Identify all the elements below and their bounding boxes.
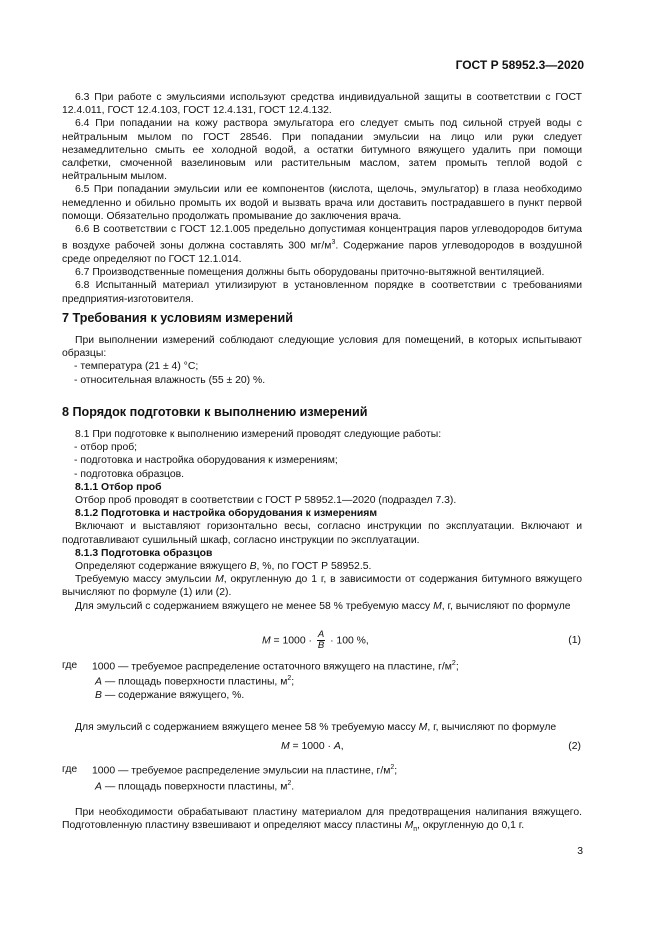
legend-1-line-2: А — площадь поверхности пластины, $м^2$; <box>95 675 295 688</box>
section-7-intro: При выполнении измерений соблюдают следующие условия для помещений, в которых испытывают образцы: <box>62 335 582 360</box>
section-7-body <box>62 334 582 387</box>
formula-1-number: (1) <box>568 635 581 646</box>
page-number: 3 <box>577 846 583 857</box>
section-8-intro: 8.1 При подготовке к выполнению измерений проводят следующие работы: <box>75 429 442 440</box>
paragraph-6-6: 6.6 В соответствии с ГОСТ 12.1.005 предельно допустимая концентрация паров углеводородов битума в воздухе рабочей зоны должна составлять 300 $мг/м^3$. Содержание паров углеводородов в воздушной среде определяют по ГОСТ 12.1.014. <box>62 224 582 265</box>
subsection-8-1-3-mass: Требуемую массу эмульсии М, округленную до 1 г, в зависимости от содержания битумного вяжущего вычисляют по формуле (1) или (2). <box>62 574 582 599</box>
legend-1-where: где <box>62 660 78 671</box>
paragraph-6-8: 6.8 Испытанный материал утилизируют в установленном порядке в соответствии с требованиями предприятия-изготовителя. <box>62 280 582 305</box>
subsection-8-1-3-title: 8.1.3 Подготовка образцов <box>75 547 213 559</box>
subsection-8-1-3-binder: Определяют содержание вяжущего В, %, по ГОСТ Р 58952.5. <box>75 561 372 573</box>
formula-1: М = 1000 · $\frac{А}{В}$ · 100 %, <box>262 629 369 651</box>
section-7-item: - температура (21 ± 4) °С; <box>74 361 199 373</box>
subsection-8-1-3-ge58: Для эмульсий с содержанием вяжущего не менее 58 % требуемую массу М, г, вычисляют по формуле <box>75 600 571 612</box>
subsection-8-1-1-text: Отбор проб проводят в соответствии с ГОСТ Р 58952.1—2020 (подраздел 7.3). <box>75 495 457 507</box>
subsection-8-1-1-title: 8.1.1 Отбор проб <box>75 481 162 493</box>
subsection-8-1-2-text: Включают и выставляют горизонтально весы, согласно инструкции по эксплуатации. Включают и подготавливают сушильный шкаф, согласно инструкции по эксплуатации. <box>62 521 582 546</box>
paragraph-6-4: 6.4 При попадании на кожу раствора эмульгатора его следует смыть под сильной струей воды с нейтральным мылом по ГОСТ 28546. При попадании эмульсии на лицо или руки следует незамедлительно смыть ее холодной водой, а остатки битумного вяжущего удалить при помощи салфетки, смоченной вазелиновым или растительным маслом, затем промыть теплой водой с нейтральным мылом. <box>62 118 582 183</box>
section-8-title: 8 Порядок подготовки к выполнению измерений <box>62 405 368 419</box>
document-header: ГОСТ Р 58952.3—2020 <box>455 58 584 72</box>
paragraph-6-7: 6.7 Производственные помещения должны быть оборудованы приточно-вытяжной вентиляцией. <box>75 267 545 279</box>
section-6-continued <box>62 91 582 306</box>
paragraph-6-3: 6.3 При работе с эмульсиями используют средства индивидуальной защиты в соответствии с ГОСТ 12.4.011, ГОСТ 12.4.103, ГОСТ 12.4.131, ГОСТ 12.4.132. <box>62 92 582 117</box>
formula-2: М = 1000 · А, <box>281 741 344 752</box>
legend-1-line-1: 1000 — требуемое распределение остаточного вяжущего на пластине, $г/м^2$; <box>92 660 459 673</box>
legend-2-line-2: А — площадь поверхности пластины, $м^2$. <box>95 780 295 793</box>
legend-2-where: где <box>62 764 78 775</box>
subsection-8-1-2-title: 8.1.2 Подготовка и настройка оборудования к измерениям <box>75 508 378 520</box>
legend-1-line-3: В — содержание вяжущего, %. <box>95 690 245 701</box>
paragraph-final: При необходимости обрабатывают пластину материалом для предотвращения налипания вяжущего. Подготовленную пластину взвешивают и определяют массу пластины $М_п$, округленную до 0,1 г. <box>62 807 582 834</box>
section-8-item: - подготовка образцов. <box>74 468 185 480</box>
formula-2-number: (2) <box>568 741 581 752</box>
section-8-item: - подготовка и настройка оборудования к измерениям; <box>74 455 338 467</box>
section-7-item: - относительная влажность (55 ± 20) %. <box>74 374 266 386</box>
fraction-a-over-b: $\frac{А}{В}$ <box>317 629 325 651</box>
paragraph-6-5: 6.5 При попадании эмульсии или ее компонентов (кислота, щелочь, эмульгатор) в глаза необходимо немедленно и обильно промыть их водой и вызвать врача или доставить пострадавшего в пункт первой помощи. Обязательно продолжать промывание до заключения врача. <box>62 184 582 222</box>
section-8-item: - отбор проб; <box>74 442 138 454</box>
legend-2-line-1: 1000 — требуемое распределение эмульсии на пластине, $г/м^2$; <box>92 764 398 777</box>
paragraph-lt58: Для эмульсий с содержанием вяжущего менее 58 % требуемую массу М, г, вычисляют по формуле <box>75 722 557 733</box>
section-8-body <box>62 428 582 613</box>
section-7-title: 7 Требования к условиям измерений <box>62 311 293 325</box>
